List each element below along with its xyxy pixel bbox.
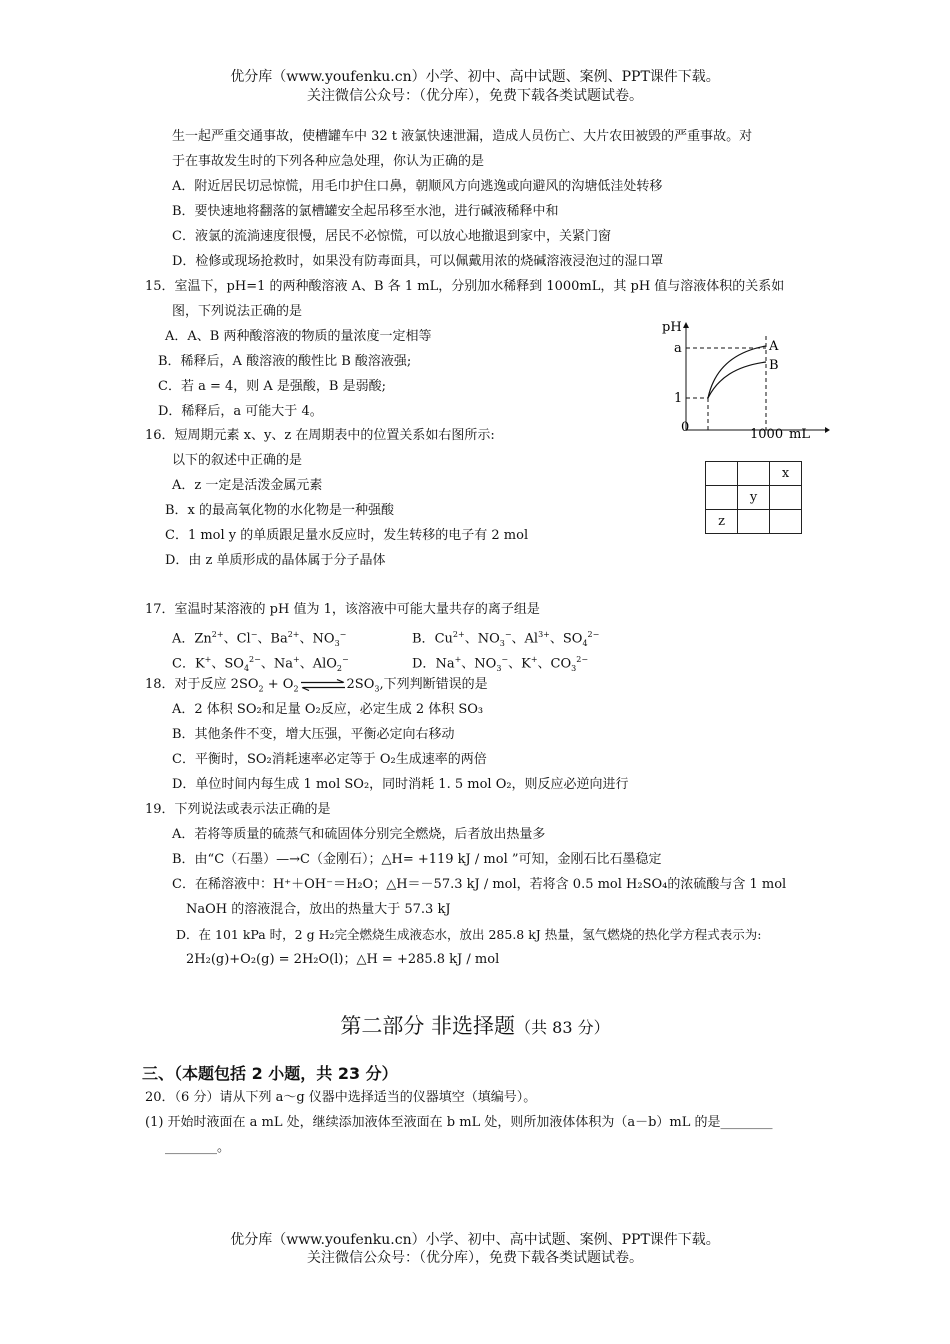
- ph-dilution-diagram: [650, 312, 830, 447]
- grid-cell: [770, 510, 802, 534]
- header-line-1: 优分库（www.youfenku.cn）小学、初中、高中试题、案例、PPT课件下载。: [230, 69, 720, 85]
- q14-stem-2: 于在事故发生时的下列各种应急处理，你认为正确的是: [172, 154, 485, 169]
- y-tick-a: a: [674, 341, 682, 356]
- q18-stem: 18．对于反应 $2SO_2 + O_2$ $2SO_3$,下列判断错误的是: [145, 677, 488, 694]
- footer-line-2: 关注微信公众号：（优分库），免费下载各类试题试卷。: [307, 1250, 643, 1266]
- footer-line-1: 优分库（www.youfenku.cn）小学、初中、高中试题、案例、PPT课件下载。: [230, 1232, 720, 1248]
- grid-cell: [738, 462, 770, 486]
- q14-option-a: A．附近居民切忌惊慌，用毛巾护住口鼻，朝顺风方向逃逸或向避风的沟塘低洼处转移: [172, 179, 663, 194]
- q18-option-c: C．平衡时，SO₂消耗速率必定等于 O₂生成速率的两倍: [172, 752, 487, 767]
- q16-option-a: A．z 一定是活泼金属元素: [172, 478, 323, 493]
- grid-cell: [706, 486, 738, 510]
- q19-option-c-line-2: NaOH 的溶液混合，放出的热量大于 57.3 kJ: [186, 902, 451, 917]
- q16-option-c: C．1 mol y 的单质跟足量水反应时，发生转移的电子有 2 mol: [165, 528, 529, 543]
- curve-a: [708, 346, 766, 398]
- periodic-position-grid: [705, 461, 802, 534]
- grid-cell: [738, 510, 770, 534]
- q17-option-a: A．$Zn^{2+}$、Cl−、$Ba^{2+}$、$NO_3^-$: [172, 630, 347, 648]
- equilibrium-arrow-icon: [300, 679, 346, 691]
- grid-cell: [770, 486, 802, 510]
- q19-option-c-line-1: C．在稀溶液中：H⁺＋OH⁻＝H₂O；△H＝－57.3 kJ / mol，若将含 0.5 mol H₂SO₄的浓硫酸与含 1 mol: [172, 877, 787, 892]
- q18-option-b: B．其他条件不变，增大压强，平衡必定向右移动: [172, 727, 455, 742]
- q15-option-d: D．稀释后，a 可能大于 4。: [158, 404, 323, 419]
- q16-stem-1: 16．短周期元素 x、y、z 在周期表中的位置关系如右图所示:: [145, 428, 495, 443]
- q14-stem-1: 生一起严重交通事故，使槽罐车中 32 t 液氯快速泄漏，造成人员伤亡、大片农田被毁的严重事故。对: [172, 129, 753, 144]
- q20-stem: 20．（6 分）请从下列 a～g 仪器中选择适当的仪器填空（填编号）。: [145, 1090, 537, 1105]
- q17-option-b: B．$Cu^{2+}$、$NO_3^-$、$Al^{3+}$、$SO_4^{2-}$: [412, 630, 600, 648]
- q15-option-a: A．A、B 两种酸溶液的物质的量浓度一定相等: [165, 329, 432, 344]
- y-axis-arrow: [683, 322, 689, 328]
- q17-option-d: D．Na+、$NO_3^-$、K+、$CO_3^{2-}$: [412, 655, 589, 673]
- q16-stem-2: 以下的叙述中正确的是: [172, 453, 303, 468]
- x-tick-1000: 1000: [750, 427, 784, 442]
- q15-option-c: C．若 a = 4，则 A 是强酸，B 是弱酸;: [158, 379, 386, 394]
- grid-cell-z: z: [706, 510, 738, 534]
- q19-stem: 19．下列说法或表示法正确的是: [145, 802, 331, 817]
- grid-cell-x: x: [770, 462, 802, 486]
- q18-option-a: A．2 体积 SO₂和足量 O₂反应，必定生成 2 体积 SO₃: [172, 702, 484, 717]
- q18-option-d: D．单位时间内每生成 1 mol SO₂，同时消耗 1. 5 mol O₂，则反应必逆向进行: [172, 777, 629, 792]
- q17-option-c: C．K+、$SO_4^{2-}$、Na+、AlO$_2$−: [172, 655, 349, 673]
- part-two-title: 第二部分 非选择题（共 83 分）: [340, 1014, 610, 1038]
- curve-a-label: A: [769, 339, 779, 354]
- x-axis-arrow: [825, 427, 830, 433]
- q19-option-b: B．由“C（石墨）—→C（金刚石）；△H= +119 kJ / mol ”可知，金刚石比石墨稳定: [172, 852, 662, 867]
- section-three-heading: 三、（本题包括 2 小题，共 23 分）: [142, 1064, 398, 1083]
- origin-label: 0: [681, 420, 690, 435]
- x-unit-label: mL: [789, 427, 810, 442]
- header-line-2: 关注微信公众号：（优分库），免费下载各类试题试卷。: [307, 88, 643, 104]
- grid-cell-y: y: [738, 486, 770, 510]
- q19-option-a: A．若将等质量的硫蒸气和硫固体分别完全燃烧，后者放出热量多: [172, 827, 546, 842]
- y-axis-label: pH: [662, 320, 682, 335]
- q20-part-1: (1) 开始时液面在 a mL 处，继续添加液体至液面在 b mL 处，则所加液体体积为（a－b）mL 的是________: [145, 1115, 773, 1130]
- q19-option-d-line-2: 2H₂(g)+O₂(g) = 2H₂O(l)；△H = +285.8 kJ / mol: [186, 952, 500, 967]
- q14-option-d: D．检修或现场抢救时，如果没有防毒面具，可以佩戴用浓的烧碱溶液浸泡过的湿口罩: [172, 254, 664, 269]
- q15-stem-1: 15．室温下，pH=1 的两种酸溶液 A、B 各 1 mL，分别加水稀释到 1000mL，其 pH 值与溶液体积的关系如: [145, 279, 785, 294]
- q14-option-b: B．要快速地将翻落的氯槽罐安全起吊移至水池，进行碱液稀释中和: [172, 204, 559, 219]
- q19-option-d-line-1: D．在 101 kPa 时，2 g H₂完全燃烧生成液态水，放出 285.8 kJ 热量，氢气燃烧的热化学方程式表示为:: [176, 927, 762, 942]
- q16-option-b: B．x 的最高氧化物的水化物是一种强酸: [165, 503, 395, 518]
- q20-part-1-blank: ________。: [165, 1140, 231, 1155]
- q17-stem: 17．室温时某溶液的 pH 值为 1，该溶液中可能大量共存的离子组是: [145, 602, 540, 617]
- q15-option-b: B．稀释后，A 酸溶液的酸性比 B 酸溶液强;: [158, 354, 412, 369]
- q16-option-d: D．由 z 单质形成的晶体属于分子晶体: [165, 553, 386, 568]
- q15-stem-2: 图，下列说法正确的是: [172, 304, 303, 319]
- grid-cell: [706, 462, 738, 486]
- curve-b: [708, 362, 766, 398]
- curve-b-label: B: [769, 358, 779, 373]
- q14-option-c: C．液氯的流淌速度很慢，居民不必惊慌，可以放心地撤退到家中，关紧门窗: [172, 229, 611, 244]
- y-tick-1: 1: [674, 391, 683, 406]
